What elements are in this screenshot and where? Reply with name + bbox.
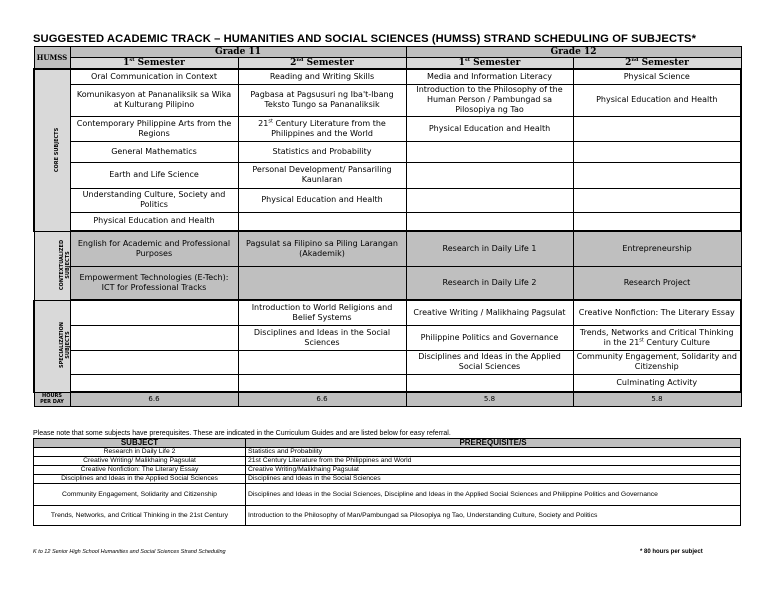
subject-cell: Statistics and Probability — [238, 141, 406, 162]
subject-cell — [406, 141, 573, 162]
subject-cell: Contemporary Philippine Arts from the Regions — [70, 116, 238, 141]
subject-cell: English for Academic and Professional Purposes — [70, 231, 238, 266]
subject-cell: Research Project — [573, 266, 741, 300]
prereq-subject: Trends, Networks, and Critical Thinking in the 21st Century — [34, 506, 246, 526]
subject-cell — [238, 374, 406, 392]
subject-cell: Culminating Activity — [573, 374, 741, 392]
subject-cell — [406, 212, 573, 231]
subject-cell: Empowerment Technologies (E-Tech): ICT for Professional Tracks — [70, 266, 238, 300]
hours-value: 5.8 — [406, 392, 573, 406]
footer-document-name: K to 12 Senior High School Humanities and Social Sciences Strand Scheduling — [33, 549, 226, 555]
subject-cell: Introduction to World Religions and Belief Systems — [238, 300, 406, 325]
subject-cell: Personal Development/ Pansariling Kaunlaran — [238, 162, 406, 188]
subject-cell — [406, 162, 573, 188]
subject-cell: Komunikasyon at Pananaliksik sa Wika at Kulturang Pilipino — [70, 84, 238, 116]
subject-cell: Earth and Life Science — [70, 162, 238, 188]
grade12-header: Grade 12 — [406, 47, 741, 58]
specialization-group-label: SPECIALIZATION SUBJECTS — [34, 300, 70, 392]
prereq-value: Disciplines and Ideas in the Social Sciences, Discipline and Ideas in the Applied Social Sciences and Philippine Politics and Governance — [246, 484, 741, 506]
prerequisite-table — [33, 438, 741, 526]
subject-cell — [70, 325, 238, 350]
page-title: SUGGESTED ACADEMIC TRACK – HUMANITIES AND SOCIAL SCIENCES (HUMSS) STRAND SCHEDULING OF SUBJECTS* — [33, 33, 697, 45]
hours-value: 6.6 — [70, 392, 238, 406]
prereq-subject: Community Engagement, Solidarity and Citizenship — [34, 484, 246, 506]
core-group-label: CORE SUBJECTS — [34, 69, 70, 231]
subject-cell: Research in Daily Life 2 — [406, 266, 573, 300]
g12-sem2-header: 2nd Semester — [573, 58, 741, 70]
subject-cell: Disciplines and Ideas in the Applied Social Sciences — [406, 350, 573, 374]
subject-cell — [573, 188, 741, 212]
subject-cell: Trends, Networks and Critical Thinking in the 21st Century Culture — [573, 325, 741, 350]
subject-cell — [573, 141, 741, 162]
subject-cell — [406, 374, 573, 392]
subject-cell: Physical Education and Health — [406, 116, 573, 141]
prereq-subject: Research in Daily Life 2 — [34, 448, 246, 457]
hours-label: HOURS PER DAY — [34, 392, 70, 406]
subject-cell: General Mathematics — [70, 141, 238, 162]
prereq-subject: Creative Writing/ Malikhaing Pagsulat — [34, 457, 246, 466]
subject-cell: Pagbasa at Pagsusuri ng Iba't-Ibang Teksto Tungo sa Pananaliksik — [238, 84, 406, 116]
footer-hours-note: * 80 hours per subject — [640, 549, 703, 555]
subject-cell — [238, 212, 406, 231]
subject-cell: Introduction to the Philosophy of the Human Person / Pambungad sa Pilosopiya ng Tao — [406, 84, 573, 116]
subject-cell — [70, 300, 238, 325]
subject-cell: Disciplines and Ideas in the Social Sciences — [238, 325, 406, 350]
subject-cell: Physical Education and Health — [238, 188, 406, 212]
hours-value: 5.8 — [573, 392, 741, 406]
prereq-value: Disciplines and Ideas in the Social Sciences — [246, 475, 741, 484]
prereq-value: Introduction to the Philosophy of Man/Pambungad sa Pilosopiya ng Tao, Understanding Culture, Society and Politics — [246, 506, 741, 526]
subject-cell: Understanding Culture, Society and Politics — [70, 188, 238, 212]
subject-cell: Physical Education and Health — [573, 84, 741, 116]
subject-cell — [406, 188, 573, 212]
prereq-header: PREREQUISITE/S — [246, 439, 741, 448]
subject-cell: Physical Education and Health — [70, 212, 238, 231]
subject-cell: Philippine Politics and Governance — [406, 325, 573, 350]
subject-cell — [238, 266, 406, 300]
subject-cell: Pagsulat sa Filipino sa Piling Larangan (Akademik) — [238, 231, 406, 266]
subject-cell: Reading and Writing Skills — [238, 69, 406, 84]
prereq-value: 21st Century Literature from the Philippines and World — [246, 457, 741, 466]
g11-sem1-header: 1st Semester — [70, 58, 238, 70]
subject-cell: Research in Daily Life 1 — [406, 231, 573, 266]
schedule-table — [33, 46, 742, 407]
subject-cell — [238, 350, 406, 374]
prereq-subject-header: SUBJECT — [34, 439, 246, 448]
prereq-value: Statistics and Probability — [246, 448, 741, 457]
subject-cell: Creative Writing / Malikhaing Pagsulat — [406, 300, 573, 325]
prereq-subject: Creative Nonfiction: The Literary Essay — [34, 466, 246, 475]
subject-cell — [573, 212, 741, 231]
subject-cell: Community Engagement, Solidarity and Citizenship — [573, 350, 741, 374]
subject-cell: Creative Nonfiction: The Literary Essay — [573, 300, 741, 325]
prereq-value: Creative Writing/Malikhaing Pagsulat — [246, 466, 741, 475]
subject-cell — [573, 116, 741, 141]
grade11-header: Grade 11 — [70, 47, 406, 58]
strand-header: HUMSS — [34, 47, 70, 70]
g12-sem1-header: 1st Semester — [406, 58, 573, 70]
subject-cell — [573, 162, 741, 188]
hours-value: 6.6 — [238, 392, 406, 406]
g11-sem2-header: 2nd Semester — [238, 58, 406, 70]
contextualized-group-label: CONTEXTUALIZED SUBJECTS — [34, 231, 70, 300]
subject-cell: Media and Information Literacy — [406, 69, 573, 84]
subject-cell — [70, 374, 238, 392]
subject-cell: Entrepreneurship — [573, 231, 741, 266]
prerequisite-note: Please note that some subjects have prerequisites. These are indicated in the Curriculum Guides and are listed below for easy referral. — [33, 430, 451, 437]
subject-cell: Physical Science — [573, 69, 741, 84]
subject-cell: 21st Century Literature from the Philippines and the World — [238, 116, 406, 141]
prereq-subject: Disciplines and Ideas in the Applied Social Sciences — [34, 475, 246, 484]
subject-cell — [70, 350, 238, 374]
subject-cell: Oral Communication in Context — [70, 69, 238, 84]
